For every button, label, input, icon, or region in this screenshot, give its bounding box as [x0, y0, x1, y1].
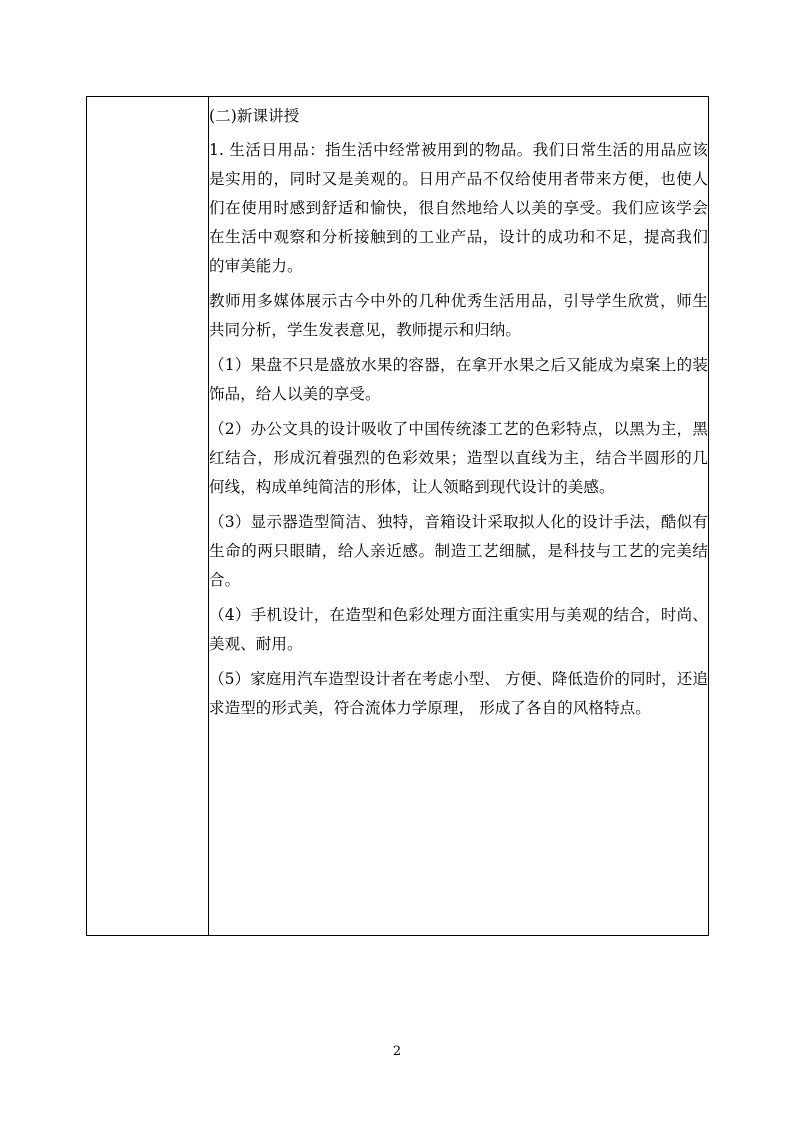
table-row: [87, 97, 709, 936]
content-cell: [209, 97, 709, 936]
teacher-paragraph: 教师用多媒体展示古今中外的几种优秀生活用品，引导学生欣赏，师生共同分析，学生发表意见，教师提示和归纳。: [209, 292, 708, 339]
section-heading: (二)新课讲授: [209, 107, 300, 125]
list-item: （2）办公文具的设计吸收了中国传统漆工艺的色彩特点，以黑为主，黑红结合，形成沉着强烈的色彩效果；造型以直线为主，结合半圆形的几何线，构成单纯简洁的形体，让人领略到现代设计的美感。: [209, 420, 708, 496]
page-number: 2: [392, 1044, 402, 1059]
list-item: （3）显示器造型简洁、独特，音箱设计采取拟人化的设计手法，酷似有生命的两只眼睛，给人亲近感。制造工艺细腻，是科技与工艺的完美结合。: [209, 513, 708, 589]
left-column-cell: [87, 97, 209, 936]
lesson-plan-table: [86, 96, 709, 936]
list-item: （4）手机设计，在造型和色彩处理方面注重实用与美观的结合，时尚、美观、耐用。: [209, 606, 708, 653]
list-item: （1）果盘不只是盛放水果的容器，在拿开水果之后又能成为桌案上的装饰品，给人以美的享受。: [209, 356, 708, 403]
list-item: （5）家庭用汽车造型设计者在考虑小型、 方便、降低造价的同时，还追求造型的形式美，符合流体力学原理， 形成了各自的风格特点。: [209, 670, 708, 717]
intro-paragraph: 1. 生活日用品：指生活中经常被用到的物品。我们日常生活的用品应该是实用的，同时又是美观的。日用产品不仅给使用者带来方便，也使人们在使用时感到舒适和愉快，很自然地给人以美的享受。我们应该学会在生活中观察和分析接触到的工业产品，设计的成功和不足，提高我们的审美能力。: [209, 141, 708, 275]
